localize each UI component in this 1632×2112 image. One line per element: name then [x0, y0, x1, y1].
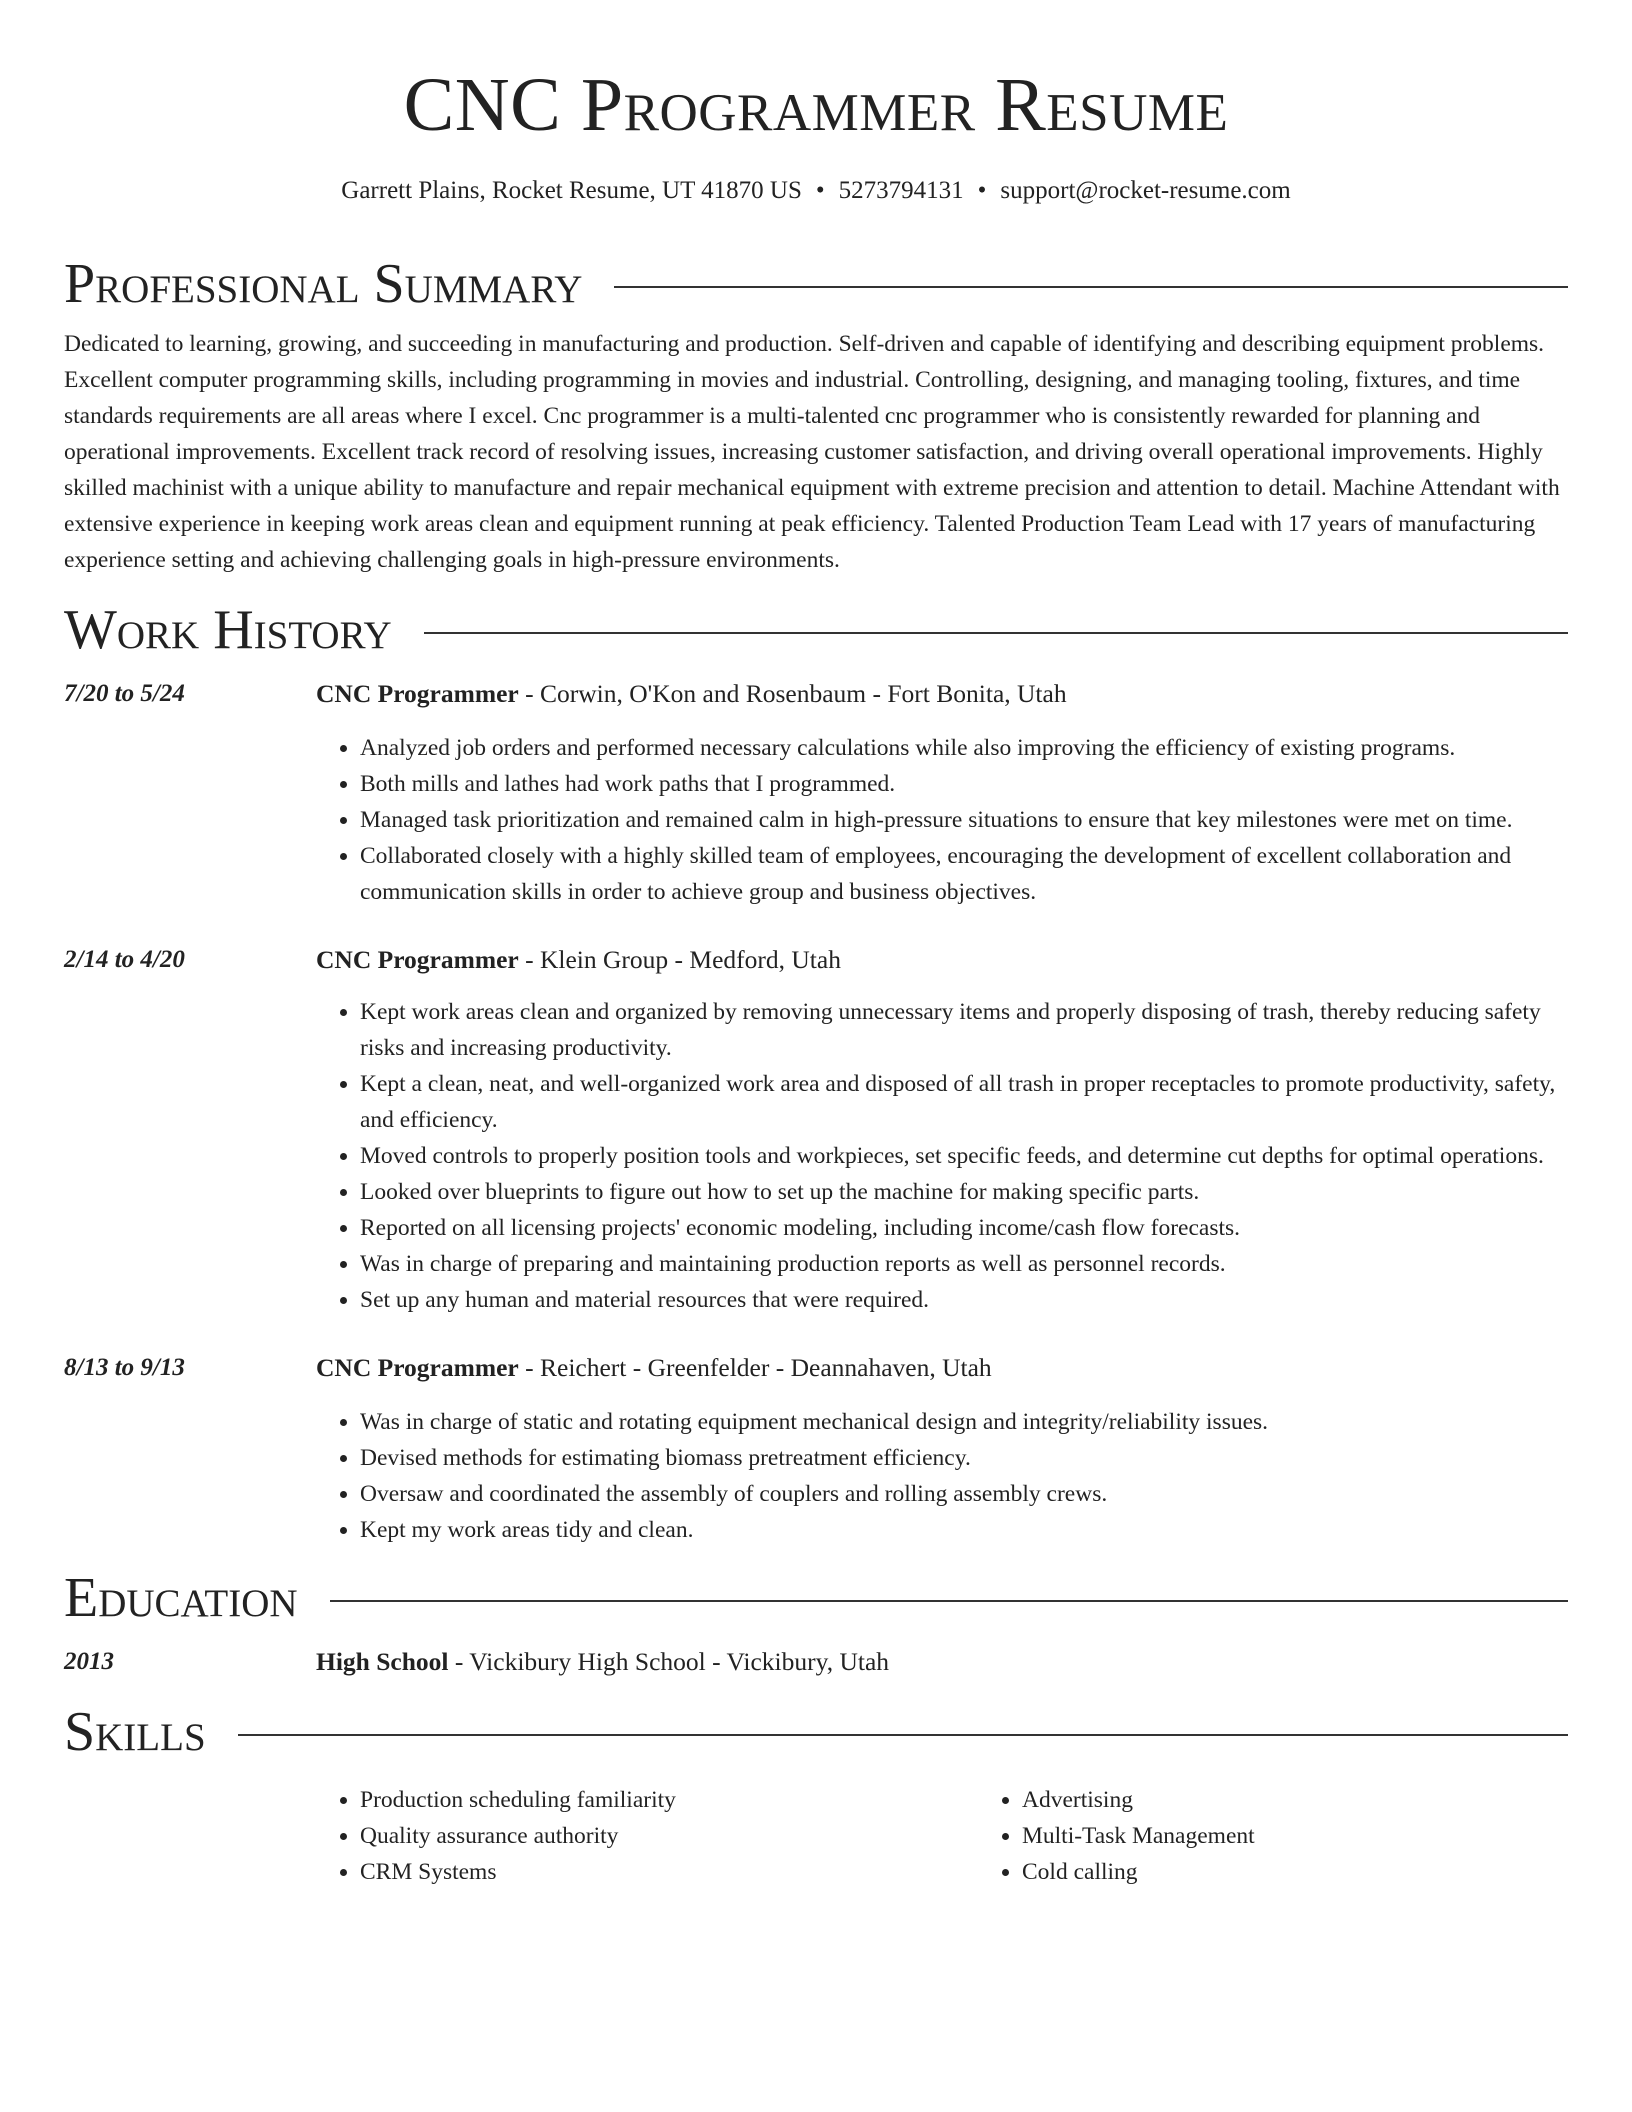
job-dates: 2/14 to 4/20: [64, 946, 185, 973]
contact-address: Garrett Plains, Rocket Resume, UT 41870 US: [341, 177, 802, 204]
job-entry: [64, 942, 1568, 1318]
job-body: [316, 1350, 1568, 1548]
skill-item: • Quality assurance authority: [360, 1818, 978, 1854]
summary-section-header: [64, 252, 1568, 316]
work-section-header: [64, 598, 1568, 662]
contact-separator: •: [815, 177, 825, 204]
skill-item: • Multi-Task Management: [1022, 1818, 1632, 1854]
job-title: CNC Programmer: [316, 679, 519, 708]
job-details: - Klein Group - Medford, Utah: [518, 945, 841, 974]
resume-title: CNC Programmer Resume: [403, 63, 1229, 147]
job-title: CNC Programmer: [316, 945, 519, 974]
education-heading-line: [316, 1644, 1568, 1680]
job-bullet: • Moved controls to properly position tools and workpieces, set specific feeds, and determine cut depths for optimal operations.: [360, 1138, 1568, 1174]
job-bullet: • Devised methods for estimating biomass pretreatment efficiency.: [360, 1440, 1568, 1476]
skills-heading: Skills: [64, 1701, 206, 1763]
work-heading: Work History: [64, 599, 392, 661]
job-bullet: • Kept a clean, neat, and well-organized work area and disposed of all trash in proper receptacles to promote productivity, safety, and efficiency.: [360, 1066, 1568, 1138]
job-bullet: • Kept my work areas tidy and clean.: [360, 1512, 1568, 1548]
job-bullet: • Analyzed job orders and performed necessary calculations while also improving the efficiency of existing programs.: [360, 730, 1568, 766]
job-title: CNC Programmer: [316, 1353, 519, 1382]
job-bullet: • Set up any human and material resources that were required.: [360, 1282, 1568, 1318]
job-heading: [316, 1350, 1568, 1386]
contact-email: support@rocket-resume.com: [1000, 177, 1291, 204]
job-details: - Corwin, O'Kon and Rosenbaum - Fort Bonita, Utah: [518, 679, 1067, 708]
job-bullets: [316, 730, 1568, 910]
education-dates: 2013: [64, 1648, 114, 1675]
skills-column-right: [978, 1782, 1632, 1890]
section-divider: [330, 1600, 1568, 1602]
job-entry: [64, 676, 1568, 910]
job-bullet: • Oversaw and coordinated the assembly of couplers and rolling assembly crews.: [360, 1476, 1568, 1512]
section-divider: [424, 632, 1568, 634]
education-degree: High School: [316, 1647, 449, 1676]
job-heading: [316, 942, 1568, 978]
skills-column-left: [316, 1782, 978, 1890]
skill-item: • Production scheduling familiarity: [360, 1782, 978, 1818]
job-bullet: • Both mills and lathes had work paths that I programmed.: [360, 766, 1568, 802]
summary-text: Dedicated to learning, growing, and succeeding in manufacturing and production. Self-driven and capable of identifying and describing equipment problems. Excellent computer programming skills, including programming in movies and industrial. Controlling, designing, and managing tooling, fixtures, and time standards requirements are all areas where I excel. Cnc programmer is a multi-talented cnc programmer who is consistently rewarded for planning and operational improvements. Excellent track record of resolving issues, increasing customer satisfaction, and driving overall operational improvements. Highly skilled machinist with a unique ability to manufacture and repair mechanical equipment with extreme precision and attention to detail. Machine Attendant with extensive experience in keeping work areas clean and equipment running at peak efficiency. Talented Production Team Lead with 17 years of manufacturing experience setting and achieving challenging goals in high-pressure environments.: [64, 331, 1560, 573]
contact-separator: •: [977, 177, 987, 204]
job-heading: [316, 676, 1568, 712]
job-entry: [64, 1350, 1568, 1548]
skill-item: • Cold calling: [1022, 1854, 1632, 1890]
education-entry: [64, 1644, 1568, 1680]
education-details: - Vickibury High School - Vickibury, Utah: [448, 1647, 890, 1676]
education-body: [316, 1644, 1568, 1680]
education-heading: Education: [64, 1567, 298, 1629]
job-bullet: • Was in charge of preparing and maintaining production reports as well as personnel records.: [360, 1246, 1568, 1282]
skills-section-header: [64, 1700, 1568, 1764]
job-bullet: • Was in charge of static and rotating equipment mechanical design and integrity/reliability issues.: [360, 1404, 1568, 1440]
job-body: [316, 676, 1568, 910]
skills-grid: [316, 1782, 1568, 1890]
job-bullet: • Kept work areas clean and organized by removing unnecessary items and properly disposing of trash, thereby reducing safety risks and increasing productivity.: [360, 994, 1568, 1066]
job-bullets: [316, 994, 1568, 1318]
summary-heading: Professional Summary: [64, 253, 583, 315]
job-body: [316, 942, 1568, 1318]
section-divider: [238, 1734, 1568, 1736]
job-bullet: • Collaborated closely with a highly skilled team of employees, encouraging the development of excellent collaboration and communication skills in order to achieve group and business objectives.: [360, 838, 1568, 910]
job-dates: 8/13 to 9/13: [64, 1354, 185, 1381]
job-bullet: • Looked over blueprints to figure out how to set up the machine for making specific parts.: [360, 1174, 1568, 1210]
contact-line: [0, 174, 1632, 208]
job-bullet: • Managed task prioritization and remained calm in high-pressure situations to ensure that key milestones were met on time.: [360, 802, 1568, 838]
job-bullets: [316, 1404, 1568, 1548]
skill-item: • Advertising: [1022, 1782, 1632, 1818]
skill-item: • CRM Systems: [360, 1854, 978, 1890]
contact-phone: 5273794131: [838, 177, 964, 204]
section-divider: [614, 286, 1568, 288]
job-dates: 7/20 to 5/24: [64, 680, 185, 707]
job-bullet: • Reported on all licensing projects' economic modeling, including income/cash flow forecasts.: [360, 1210, 1568, 1246]
job-details: - Reichert - Greenfelder - Deannahaven, Utah: [518, 1353, 992, 1382]
education-section-header: [64, 1566, 1568, 1630]
